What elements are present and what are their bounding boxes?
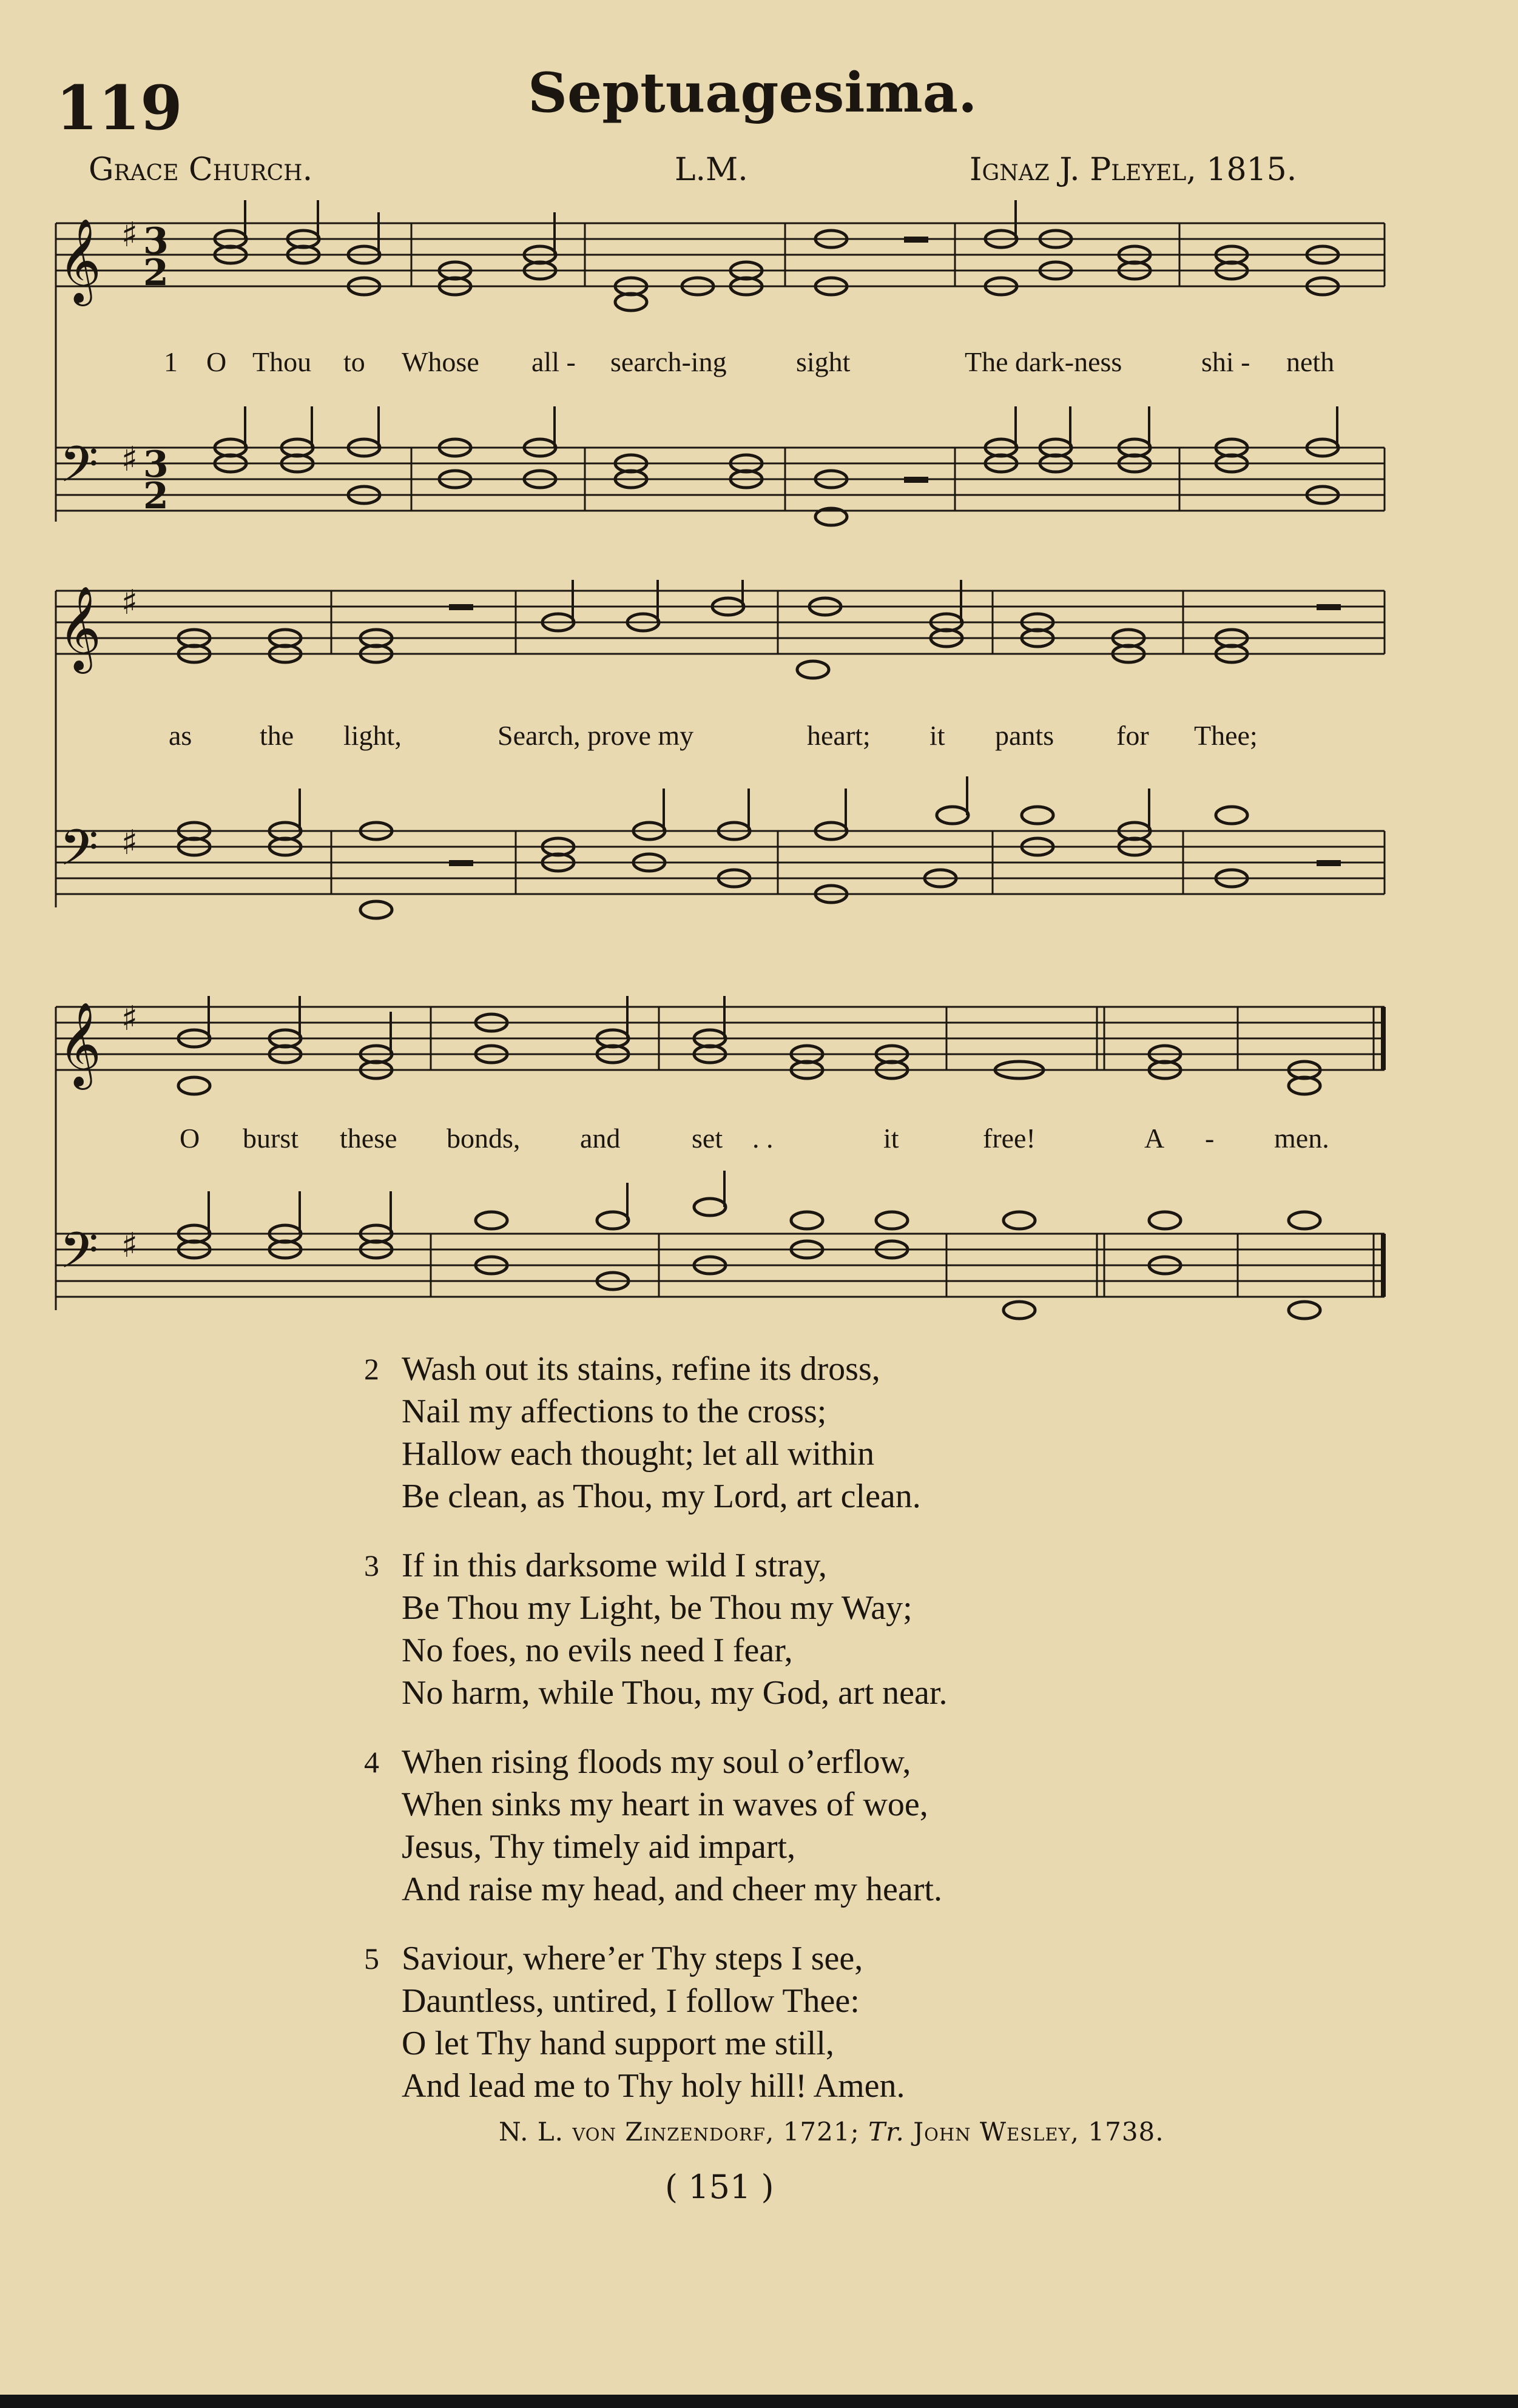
lyric-syllable: neth bbox=[1286, 346, 1335, 377]
translator-credit: John Wesley, 1738. bbox=[913, 2117, 1164, 2147]
lyric-syllable: all - bbox=[531, 346, 576, 377]
lyric-syllable: . . bbox=[752, 1123, 774, 1154]
verse-number: 4 bbox=[364, 1745, 379, 1779]
verse-line bbox=[364, 1741, 1395, 1783]
lyric-syllable: light, bbox=[343, 720, 402, 751]
verse bbox=[364, 1348, 1395, 1518]
lyric-syllable: search-ing bbox=[610, 346, 727, 377]
system-3-treble-notes bbox=[178, 996, 1320, 1094]
verse-line-text: And lead me to Thy holy hill! Amen. bbox=[402, 2067, 905, 2105]
key-signature-sharp: ♯ bbox=[121, 999, 138, 1038]
verse-line bbox=[364, 1783, 1395, 1826]
key-signature-sharp: ♯ bbox=[121, 440, 138, 479]
verse-line-text: When rising floods my soul o’erflow, bbox=[402, 1743, 911, 1781]
verse-line bbox=[364, 1475, 1395, 1518]
system-1-lyrics bbox=[164, 346, 1334, 377]
key-signature-sharp: ♯ bbox=[121, 1226, 138, 1265]
verse-line bbox=[364, 1937, 1395, 1980]
key-signature-sharp: ♯ bbox=[121, 823, 138, 863]
lyric-syllable: these bbox=[340, 1123, 397, 1154]
lyric-syllable: men. bbox=[1274, 1123, 1329, 1154]
lyric-syllable: Thou bbox=[252, 346, 312, 377]
lyric-syllable: O bbox=[206, 346, 227, 377]
verse-line bbox=[364, 2022, 1395, 2065]
lyric-syllable: heart; bbox=[807, 720, 871, 751]
lyric-syllable: it bbox=[883, 1123, 899, 1154]
text-attribution bbox=[499, 2117, 1164, 2147]
scan-edge bbox=[0, 2395, 1518, 2408]
verse-number: 3 bbox=[364, 1549, 379, 1582]
system-1-bass-notes bbox=[215, 406, 1338, 525]
verse-line bbox=[364, 1868, 1395, 1911]
verse-line bbox=[364, 1348, 1395, 1390]
verse-line-text: Saviour, where’er Thy steps I see, bbox=[402, 1940, 863, 1977]
hymn-title: Septuagesima. bbox=[528, 61, 977, 125]
lyric-syllable: Search, prove my bbox=[498, 720, 694, 751]
bass-clef-icon: 𝄢 bbox=[59, 818, 99, 889]
system-2 bbox=[56, 580, 1385, 918]
verse-line-text: And raise my head, and cheer my heart. bbox=[402, 1871, 942, 1908]
treble-clef-icon: 𝄞 bbox=[58, 586, 101, 670]
lyric-syllable: free! bbox=[983, 1123, 1036, 1154]
verse-line-text: When sinks my heart in waves of woe, bbox=[402, 1786, 928, 1823]
verse-line bbox=[364, 1433, 1395, 1475]
lyric-verse-number: 1 bbox=[164, 346, 178, 377]
hymn-number: 119 bbox=[56, 72, 183, 144]
lyric-syllable: sight bbox=[796, 346, 851, 377]
verse bbox=[364, 1544, 1395, 1714]
bass-clef-icon: 𝄢 bbox=[59, 1221, 99, 1292]
system-1-treble-staff bbox=[56, 223, 1385, 286]
time-signature-top: 3 bbox=[143, 443, 169, 486]
lyric-syllable: burst bbox=[243, 1123, 299, 1154]
page-number: ( 151 ) bbox=[665, 2168, 774, 2206]
verse-line-text: Be clean, as Thou, my Lord, art clean. bbox=[402, 1478, 921, 1515]
lyric-syllable: as bbox=[169, 720, 192, 751]
lyric-syllable: O bbox=[180, 1123, 200, 1154]
time-signature-bottom: 2 bbox=[143, 252, 169, 294]
author-credit: N. L. von Zinzendorf, 1721; bbox=[499, 2117, 860, 2147]
lyric-syllable: it bbox=[929, 720, 945, 751]
lyric-syllable: Whose bbox=[402, 346, 479, 377]
system-2-treble-notes bbox=[178, 580, 1341, 678]
treble-clef-icon: 𝄞 bbox=[58, 218, 101, 303]
system-2-bass-staff bbox=[56, 831, 1385, 894]
verse-line-text: No harm, while Thou, my God, art near. bbox=[402, 1674, 948, 1712]
verse-line-text: Jesus, Thy timely aid impart, bbox=[402, 1828, 796, 1866]
verse-line-text: O let Thy hand support me still, bbox=[402, 2025, 834, 2062]
composer: Ignaz J. Pleyel, 1815. bbox=[970, 152, 1297, 188]
lyric-syllable: pants bbox=[995, 720, 1054, 751]
key-signature-sharp: ♯ bbox=[121, 215, 138, 255]
verse-line-text: Be Thou my Light, be Thou my Way; bbox=[402, 1589, 912, 1627]
time-signature-top: 3 bbox=[143, 220, 169, 263]
verse-line-text: If in this darksome wild I stray, bbox=[402, 1547, 827, 1584]
system-3-bass-staff bbox=[56, 1234, 1385, 1297]
time-signature-bottom: 2 bbox=[143, 475, 169, 517]
lyric-syllable: The dark-ness bbox=[965, 346, 1122, 377]
key-signature-sharp: ♯ bbox=[121, 583, 138, 622]
verse-line-text: Nail my affections to the cross; bbox=[402, 1393, 827, 1430]
bass-clef-icon: 𝄢 bbox=[59, 435, 99, 506]
system-1 bbox=[56, 200, 1385, 525]
verse-line bbox=[364, 1587, 1395, 1629]
translator-label: Tr. bbox=[868, 2117, 905, 2147]
verse-line bbox=[364, 2065, 1395, 2107]
system-1-bass-staff bbox=[56, 448, 1385, 511]
verse-line-text: Hallow each thought; let all within bbox=[402, 1435, 875, 1473]
metre: L.M. bbox=[675, 152, 748, 188]
verse-line bbox=[364, 1390, 1395, 1433]
verse bbox=[364, 1937, 1395, 2107]
verse-line bbox=[364, 1980, 1395, 2022]
lyric-syllable: bonds, bbox=[447, 1123, 521, 1154]
verse-number: 5 bbox=[364, 1942, 379, 1976]
system-2-lyrics bbox=[169, 720, 1258, 751]
music-score bbox=[0, 200, 1518, 1322]
verse-line bbox=[364, 1672, 1395, 1714]
lyric-syllable: Thee; bbox=[1194, 720, 1258, 751]
lyric-syllable: to bbox=[343, 346, 365, 377]
lyric-syllable: the bbox=[260, 720, 294, 751]
lyric-syllable: set bbox=[692, 1123, 723, 1154]
verse-line-text: Wash out its stains, refine its dross, bbox=[402, 1350, 880, 1388]
system-3-lyrics bbox=[180, 1123, 1329, 1154]
verse-line bbox=[364, 1826, 1395, 1868]
verse-line bbox=[364, 1544, 1395, 1587]
lyric-syllable: A bbox=[1144, 1123, 1165, 1154]
lyric-syllable: for bbox=[1116, 720, 1149, 751]
lyric-syllable: shi - bbox=[1201, 346, 1250, 377]
verse-line-text: No foes, no evils need I fear, bbox=[402, 1632, 793, 1669]
tune-name: Grace Church. bbox=[89, 152, 313, 188]
lyric-syllable: - bbox=[1205, 1123, 1215, 1154]
system-3 bbox=[56, 996, 1385, 1319]
verse bbox=[364, 1741, 1395, 1911]
additional-verses bbox=[364, 1348, 1395, 2134]
verse-line-text: Dauntless, untired, I follow Thee: bbox=[402, 1982, 860, 2020]
lyric-syllable: and bbox=[580, 1123, 621, 1154]
verse-number: 2 bbox=[364, 1352, 379, 1386]
treble-clef-icon: 𝄞 bbox=[58, 1002, 101, 1086]
verse-line bbox=[364, 1629, 1395, 1672]
